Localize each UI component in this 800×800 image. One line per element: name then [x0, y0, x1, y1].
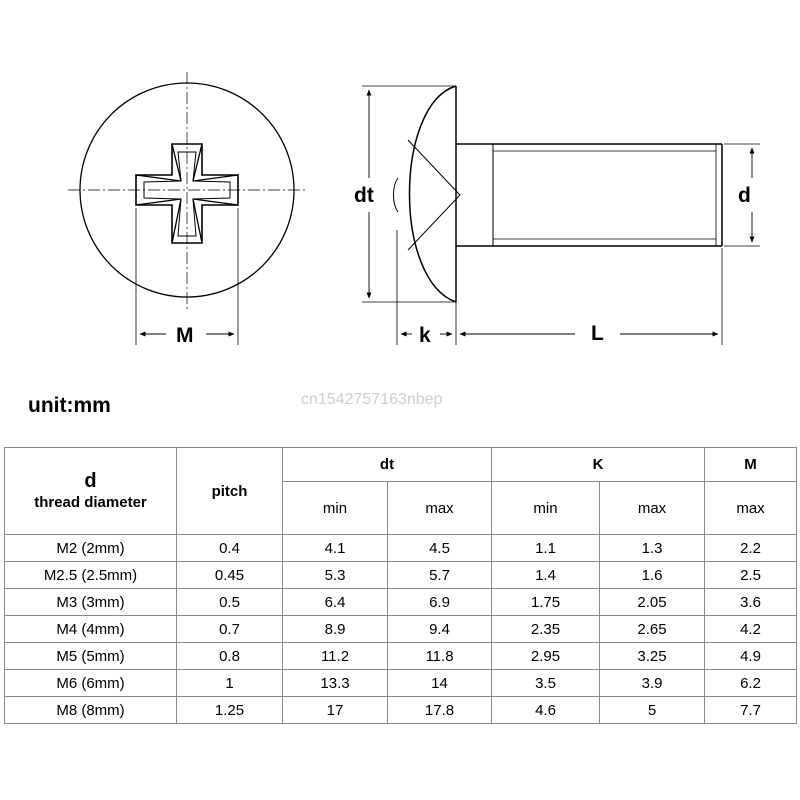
- cell-dt-max: 9.4: [388, 616, 492, 643]
- header-d: [5, 448, 177, 535]
- k-l-dimensions: [397, 230, 722, 345]
- cell-k-max: 1.6: [600, 562, 705, 589]
- cell-k-max: 1.3: [600, 535, 705, 562]
- table-row: [5, 697, 797, 724]
- screw-side-view: [394, 86, 723, 302]
- cell-thread-diameter: M5 (5mm): [5, 643, 177, 670]
- header-d-caption: thread diameter: [34, 494, 147, 511]
- cell-dt-min: 6.4: [283, 589, 388, 616]
- cell-k-min: 2.35: [492, 616, 600, 643]
- cell-dt-max: 14: [388, 670, 492, 697]
- cell-k-min: 3.5: [492, 670, 600, 697]
- table-body: [5, 535, 797, 724]
- cell-dt-max: 17.8: [388, 697, 492, 724]
- k-dimension-label: k: [419, 324, 431, 347]
- cell-thread-diameter: M8 (8mm): [5, 697, 177, 724]
- cell-dt-min: 5.3: [283, 562, 388, 589]
- header-k: K: [492, 448, 705, 482]
- cell-k-min: 1.1: [492, 535, 600, 562]
- cell-k-min: 1.75: [492, 589, 600, 616]
- head-top-view: [68, 72, 308, 345]
- cell-dt-min: 4.1: [283, 535, 388, 562]
- cell-dt-max: 6.9: [388, 589, 492, 616]
- dt-dimension: [362, 86, 454, 302]
- cell-thread-diameter: M6 (6mm): [5, 670, 177, 697]
- subheader-dt-min: min: [283, 482, 388, 535]
- cell-k-min: 1.4: [492, 562, 600, 589]
- cell-pitch: 1: [177, 670, 283, 697]
- table-row: [5, 616, 797, 643]
- cell-m-max: 2.2: [705, 535, 797, 562]
- dimension-table: [4, 447, 797, 724]
- cell-dt-min: 11.2: [283, 643, 388, 670]
- cell-m-max: 2.5: [705, 562, 797, 589]
- subheader-k-max: max: [600, 482, 705, 535]
- cell-dt-min: 13.3: [283, 670, 388, 697]
- table-row: [5, 562, 797, 589]
- cell-m-max: 4.2: [705, 616, 797, 643]
- d-dimension-label: d: [738, 184, 751, 207]
- cell-k-max: 2.65: [600, 616, 705, 643]
- m-dimension-label: M: [176, 324, 194, 347]
- subheader-dt-max: max: [388, 482, 492, 535]
- cell-dt-max: 5.7: [388, 562, 492, 589]
- cell-k-max: 5: [600, 697, 705, 724]
- header-m: M: [705, 448, 797, 482]
- cell-pitch: 0.4: [177, 535, 283, 562]
- cell-m-max: 6.2: [705, 670, 797, 697]
- cell-dt-min: 17: [283, 697, 388, 724]
- cell-thread-diameter: M2 (2mm): [5, 535, 177, 562]
- table-row: [5, 589, 797, 616]
- subheader-m-max: max: [705, 482, 797, 535]
- table-row: [5, 535, 797, 562]
- cell-thread-diameter: M2.5 (2.5mm): [5, 562, 177, 589]
- header-dt: dt: [283, 448, 492, 482]
- cell-m-max: 4.9: [705, 643, 797, 670]
- header-pitch: pitch: [177, 448, 283, 535]
- subheader-k-min: min: [492, 482, 600, 535]
- cell-k-min: 4.6: [492, 697, 600, 724]
- cell-k-max: 3.25: [600, 643, 705, 670]
- cell-m-max: 3.6: [705, 589, 797, 616]
- cell-k-min: 2.95: [492, 643, 600, 670]
- l-dimension-label: L: [591, 322, 604, 345]
- table-row: [5, 643, 797, 670]
- cell-k-max: 3.9: [600, 670, 705, 697]
- table-header-row: [5, 448, 797, 482]
- cell-pitch: 0.7: [177, 616, 283, 643]
- watermark-text: cn1542757163nbep: [301, 391, 443, 408]
- cell-dt-max: 11.8: [388, 643, 492, 670]
- cell-thread-diameter: M4 (4mm): [5, 616, 177, 643]
- cell-k-max: 2.05: [600, 589, 705, 616]
- table-row: [5, 670, 797, 697]
- screw-technical-drawing: [0, 0, 800, 370]
- cell-pitch: 0.5: [177, 589, 283, 616]
- unit-label: unit:mm: [28, 394, 111, 417]
- cell-pitch: 0.45: [177, 562, 283, 589]
- cell-dt-max: 4.5: [388, 535, 492, 562]
- cell-pitch: 0.8: [177, 643, 283, 670]
- cell-dt-min: 8.9: [283, 616, 388, 643]
- dt-dimension-label: dt: [354, 184, 374, 207]
- cell-thread-diameter: M3 (3mm): [5, 589, 177, 616]
- cell-m-max: 7.7: [705, 697, 797, 724]
- header-d-symbol: d: [84, 470, 97, 492]
- cell-pitch: 1.25: [177, 697, 283, 724]
